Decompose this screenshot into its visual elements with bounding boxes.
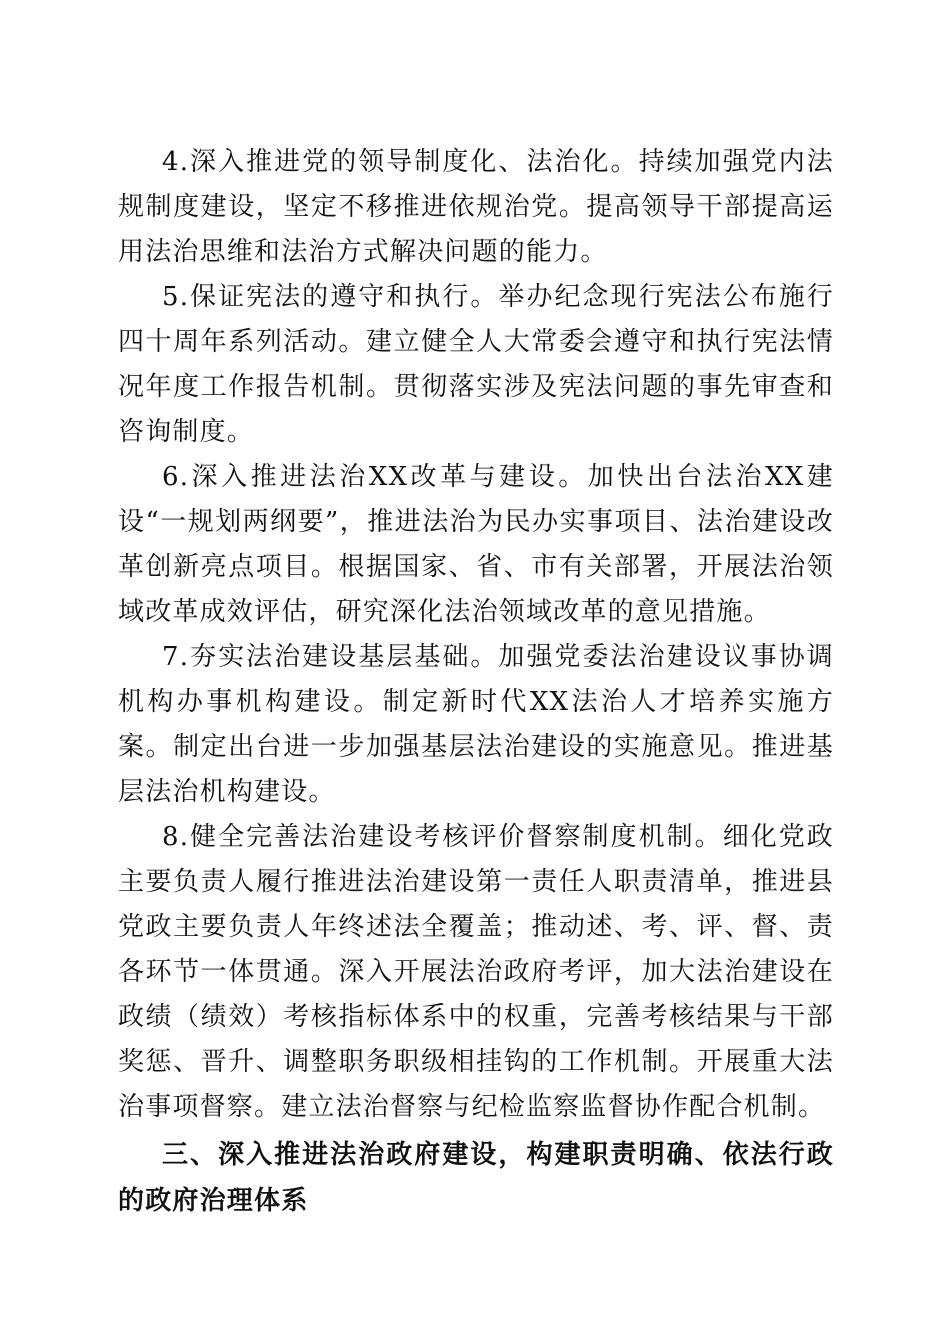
document-body: [118, 140, 834, 1224]
paragraph-item-7: 7.夯实法治建设基层基础。加强党委法治建设议事协调机构办事机构建设。制定新时代XX法治人才培养实施方案。制定出台进一步加强基层法治建设的实施意见。推进基层法治机构建设。: [118, 642, 834, 807]
section-heading: 三、深入推进法治政府建设，构建职责明确、依法行政的政府治理体系: [118, 1140, 834, 1216]
paragraph-item-5: 5.保证宪法的遵守和执行。举办纪念现行宪法公布施行四十周年系列活动。建立健全人大常委会遵守和执行宪法情况年度工作报告机制。贯彻落实涉及宪法问题的事先审查和咨询制度。: [118, 282, 834, 447]
paragraph-item-4: 4.深入推进党的领导制度化、法治化。持续加强党内法规制度建设，坚定不移推进依规治党。提高领导干部提高运用法治思维和法治方式解决问题的能力。: [118, 147, 834, 267]
paragraph-item-8: 8.健全完善法治建设考核评价督察制度机制。细化党政主要负责人履行推进法治建设第一责任人职责清单，推进县党政主要负责人年终述法全覆盖；推动述、考、评、督、责各环节一体贯通。深入开展法治政府考评，加大法治建设在政绩（绩效）考核指标体系中的权重，完善考核结果与干部奖惩、晋升、调整职务职级相挂钩的工作机制。开展重大法治事项督察。建立法治督察与纪检监察监督协作配合机制。: [118, 822, 834, 1122]
paragraph-item-6: 6.深入推进法治XX改革与建设。加快出台法治XX建设“一规划两纲要”，推进法治为民办实事项目、法治建设改革创新亮点项目。根据国家、省、市有关部署，开展法治领域改革成效评估，研究深化法治领域改革的意见措施。: [118, 462, 834, 627]
